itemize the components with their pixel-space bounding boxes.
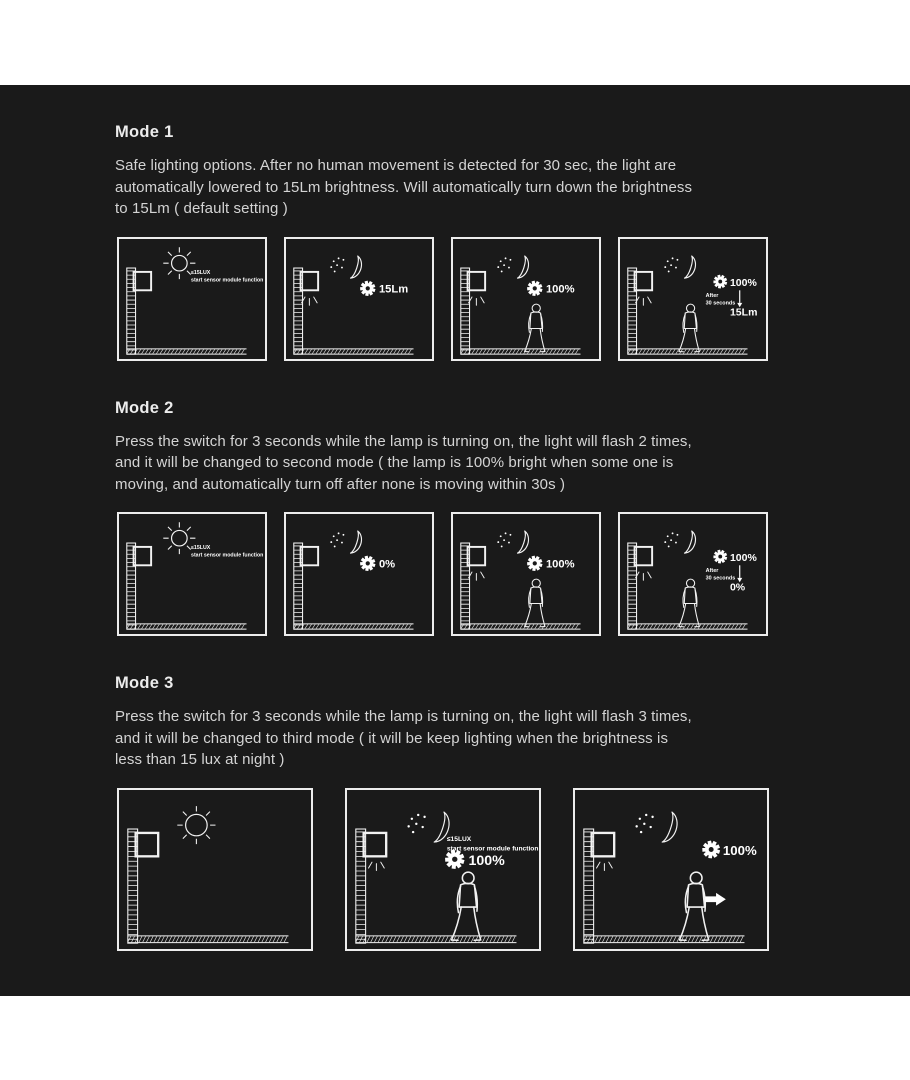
brightness-label	[723, 842, 757, 857]
person-figure	[679, 579, 699, 627]
svg-text:0%: 0%	[378, 558, 396, 571]
svg-text:≤15LUX: ≤15LUX	[446, 835, 472, 843]
ground-line	[461, 348, 581, 353]
moon-icon	[518, 531, 532, 555]
sensor-rays-icon	[369, 862, 385, 870]
mode-1-description	[115, 155, 910, 220]
mode-3-description	[115, 706, 910, 771]
scene-box	[117, 788, 313, 951]
stars-icon	[664, 257, 678, 272]
scene-box	[284, 512, 434, 636]
stars-icon	[497, 532, 511, 547]
lamp-scene	[453, 514, 599, 634]
brightness-label	[468, 853, 505, 869]
sensor-module-caption	[191, 545, 263, 559]
svg-text:≤15LUX: ≤15LUX	[191, 544, 211, 551]
stars-icon	[330, 532, 344, 547]
ground-line	[628, 348, 748, 353]
lamp-post-icon	[461, 543, 485, 629]
mode-2-scenes	[117, 512, 910, 636]
stars-icon	[664, 532, 678, 547]
instruction-panel	[0, 85, 910, 996]
stars-icon	[330, 257, 344, 272]
light-burst-icon	[713, 275, 726, 288]
body-line: and it will be changed to second mode ( the lamp is 100% bright when some one is	[115, 454, 674, 471]
body-line: to 15Lm ( default setting )	[115, 200, 288, 217]
mode-2-heading: Mode 2	[115, 398, 174, 417]
svg-text:After: After	[705, 292, 719, 299]
person-figure	[525, 579, 545, 627]
brightness-label	[379, 559, 395, 571]
lamp-scene	[453, 239, 599, 359]
lamp-scene	[286, 514, 432, 634]
lamp-post-icon	[127, 543, 151, 629]
body-line: less than 15 lux at night )	[115, 751, 285, 768]
result-label	[730, 307, 757, 318]
lamp-post-icon	[356, 829, 386, 943]
ground-line	[128, 935, 289, 942]
sensor-rays-icon	[597, 862, 613, 870]
scene-box	[117, 512, 267, 636]
brightness-label	[379, 283, 408, 295]
lamp-post-icon	[294, 268, 318, 354]
moon-icon	[351, 531, 365, 555]
scene-box	[618, 237, 768, 361]
ground-line	[628, 624, 748, 629]
lamp-post-icon	[461, 268, 485, 354]
lamp-post-icon	[628, 268, 652, 354]
lamp-scene	[620, 514, 766, 634]
after-note	[706, 568, 736, 581]
light-burst-icon	[702, 840, 719, 857]
mode-3-heading: Mode 3	[115, 674, 174, 692]
sun-icon	[177, 806, 215, 844]
svg-text:100%: 100%	[545, 283, 575, 296]
body-line: Safe lighting options. After no human movement is detected for 30 sec, the light are	[115, 157, 677, 174]
person-figure	[679, 872, 708, 940]
scene-box	[451, 512, 601, 636]
svg-text:start sensor module function: start sensor module function	[191, 277, 264, 284]
svg-text:After: After	[705, 568, 719, 575]
sensor-module-caption	[191, 269, 263, 283]
light-burst-icon	[527, 281, 542, 296]
scene-box	[573, 788, 769, 951]
person-figure	[679, 304, 699, 352]
brightness-label	[546, 559, 575, 571]
light-burst-icon	[445, 849, 464, 868]
moon-icon	[685, 256, 699, 280]
sensor-module-caption	[447, 836, 538, 852]
sensor-rays-icon	[636, 297, 652, 305]
stars-icon	[407, 813, 425, 833]
sensor-rays-icon	[469, 297, 485, 305]
scene-box	[345, 788, 541, 951]
lamp-scene	[575, 790, 767, 949]
body-line: moving, and automatically turn off after none is moving within 30s )	[115, 475, 566, 493]
brightness-label	[730, 553, 758, 564]
lamp-post-icon	[128, 829, 158, 943]
svg-text:15Lm: 15Lm	[729, 306, 758, 318]
lamp-scene	[119, 790, 311, 949]
svg-text:100%: 100%	[729, 552, 757, 564]
body-line: Press the switch for 3 seconds while the lamp is turning on, the light will flash 2 times,	[115, 432, 692, 450]
section-mode-3	[115, 673, 910, 951]
mode-3-scenes	[117, 788, 910, 951]
ground-line	[356, 935, 517, 942]
svg-text:100%: 100%	[729, 277, 757, 289]
person-figure	[451, 872, 480, 940]
ground-line	[127, 348, 247, 353]
body-line: and it will be changed to third mode ( it will be keep lighting when the brightness is	[115, 729, 669, 747]
lamp-scene	[347, 790, 539, 949]
mode-1-heading: Mode 1	[115, 123, 174, 141]
ground-line	[461, 624, 581, 629]
mode-1-scenes	[117, 237, 910, 361]
person-figure	[525, 304, 545, 352]
svg-text:start sensor module function: start sensor module function	[191, 552, 264, 559]
ground-line	[127, 624, 247, 629]
light-burst-icon	[713, 550, 726, 563]
after-note	[706, 293, 736, 306]
stars-icon	[635, 813, 653, 833]
sensor-rays-icon	[302, 297, 318, 305]
svg-text:start sensor module function: start sensor module function	[446, 844, 539, 852]
down-arrow-icon	[737, 565, 742, 582]
body-line: automatically lowered to 15Lm brightness. Will automatically turn down the brightness	[115, 178, 693, 196]
svg-text:30 seconds: 30 seconds	[705, 299, 736, 306]
svg-text:100%: 100%	[545, 558, 575, 571]
lamp-post-icon	[584, 829, 614, 943]
light-burst-icon	[360, 281, 375, 296]
sensor-rays-icon	[469, 572, 485, 580]
svg-text:100%: 100%	[722, 842, 757, 858]
svg-text:30 seconds: 30 seconds	[705, 575, 736, 582]
svg-text:100%: 100%	[468, 852, 505, 869]
sensor-rays-icon	[636, 572, 652, 580]
svg-text:≤15LUX: ≤15LUX	[191, 269, 211, 276]
lamp-post-icon	[628, 543, 652, 629]
moon-icon	[518, 256, 532, 280]
scene-box	[117, 237, 267, 361]
ground-line	[584, 935, 745, 942]
section-mode-2	[115, 398, 910, 637]
scene-box	[284, 237, 434, 361]
light-burst-icon	[360, 556, 375, 571]
result-label	[730, 582, 746, 593]
light-burst-icon	[527, 556, 542, 571]
stars-icon	[497, 257, 511, 272]
ground-line	[294, 348, 414, 353]
lamp-scene	[119, 514, 265, 634]
mode-2-description	[115, 431, 910, 496]
lamp-scene	[119, 239, 265, 359]
body-line: Press the switch for 3 seconds while the lamp is turning on, the light will flash 3 times,	[115, 708, 692, 725]
brightness-label	[546, 283, 575, 295]
moon-icon	[351, 256, 365, 280]
section-mode-1	[115, 122, 910, 361]
lamp-post-icon	[294, 543, 318, 629]
brightness-label	[730, 277, 758, 288]
lamp-scene	[620, 239, 766, 359]
down-arrow-icon	[737, 290, 742, 307]
lamp-post-icon	[127, 268, 151, 354]
ground-line	[294, 624, 414, 629]
scene-box	[618, 512, 768, 636]
svg-text:15Lm: 15Lm	[378, 283, 409, 296]
lamp-scene	[286, 239, 432, 359]
walk-arrow-icon	[705, 892, 726, 905]
scene-box	[451, 237, 601, 361]
svg-text:0%: 0%	[729, 582, 746, 594]
moon-icon	[662, 812, 681, 845]
moon-icon	[685, 531, 699, 555]
